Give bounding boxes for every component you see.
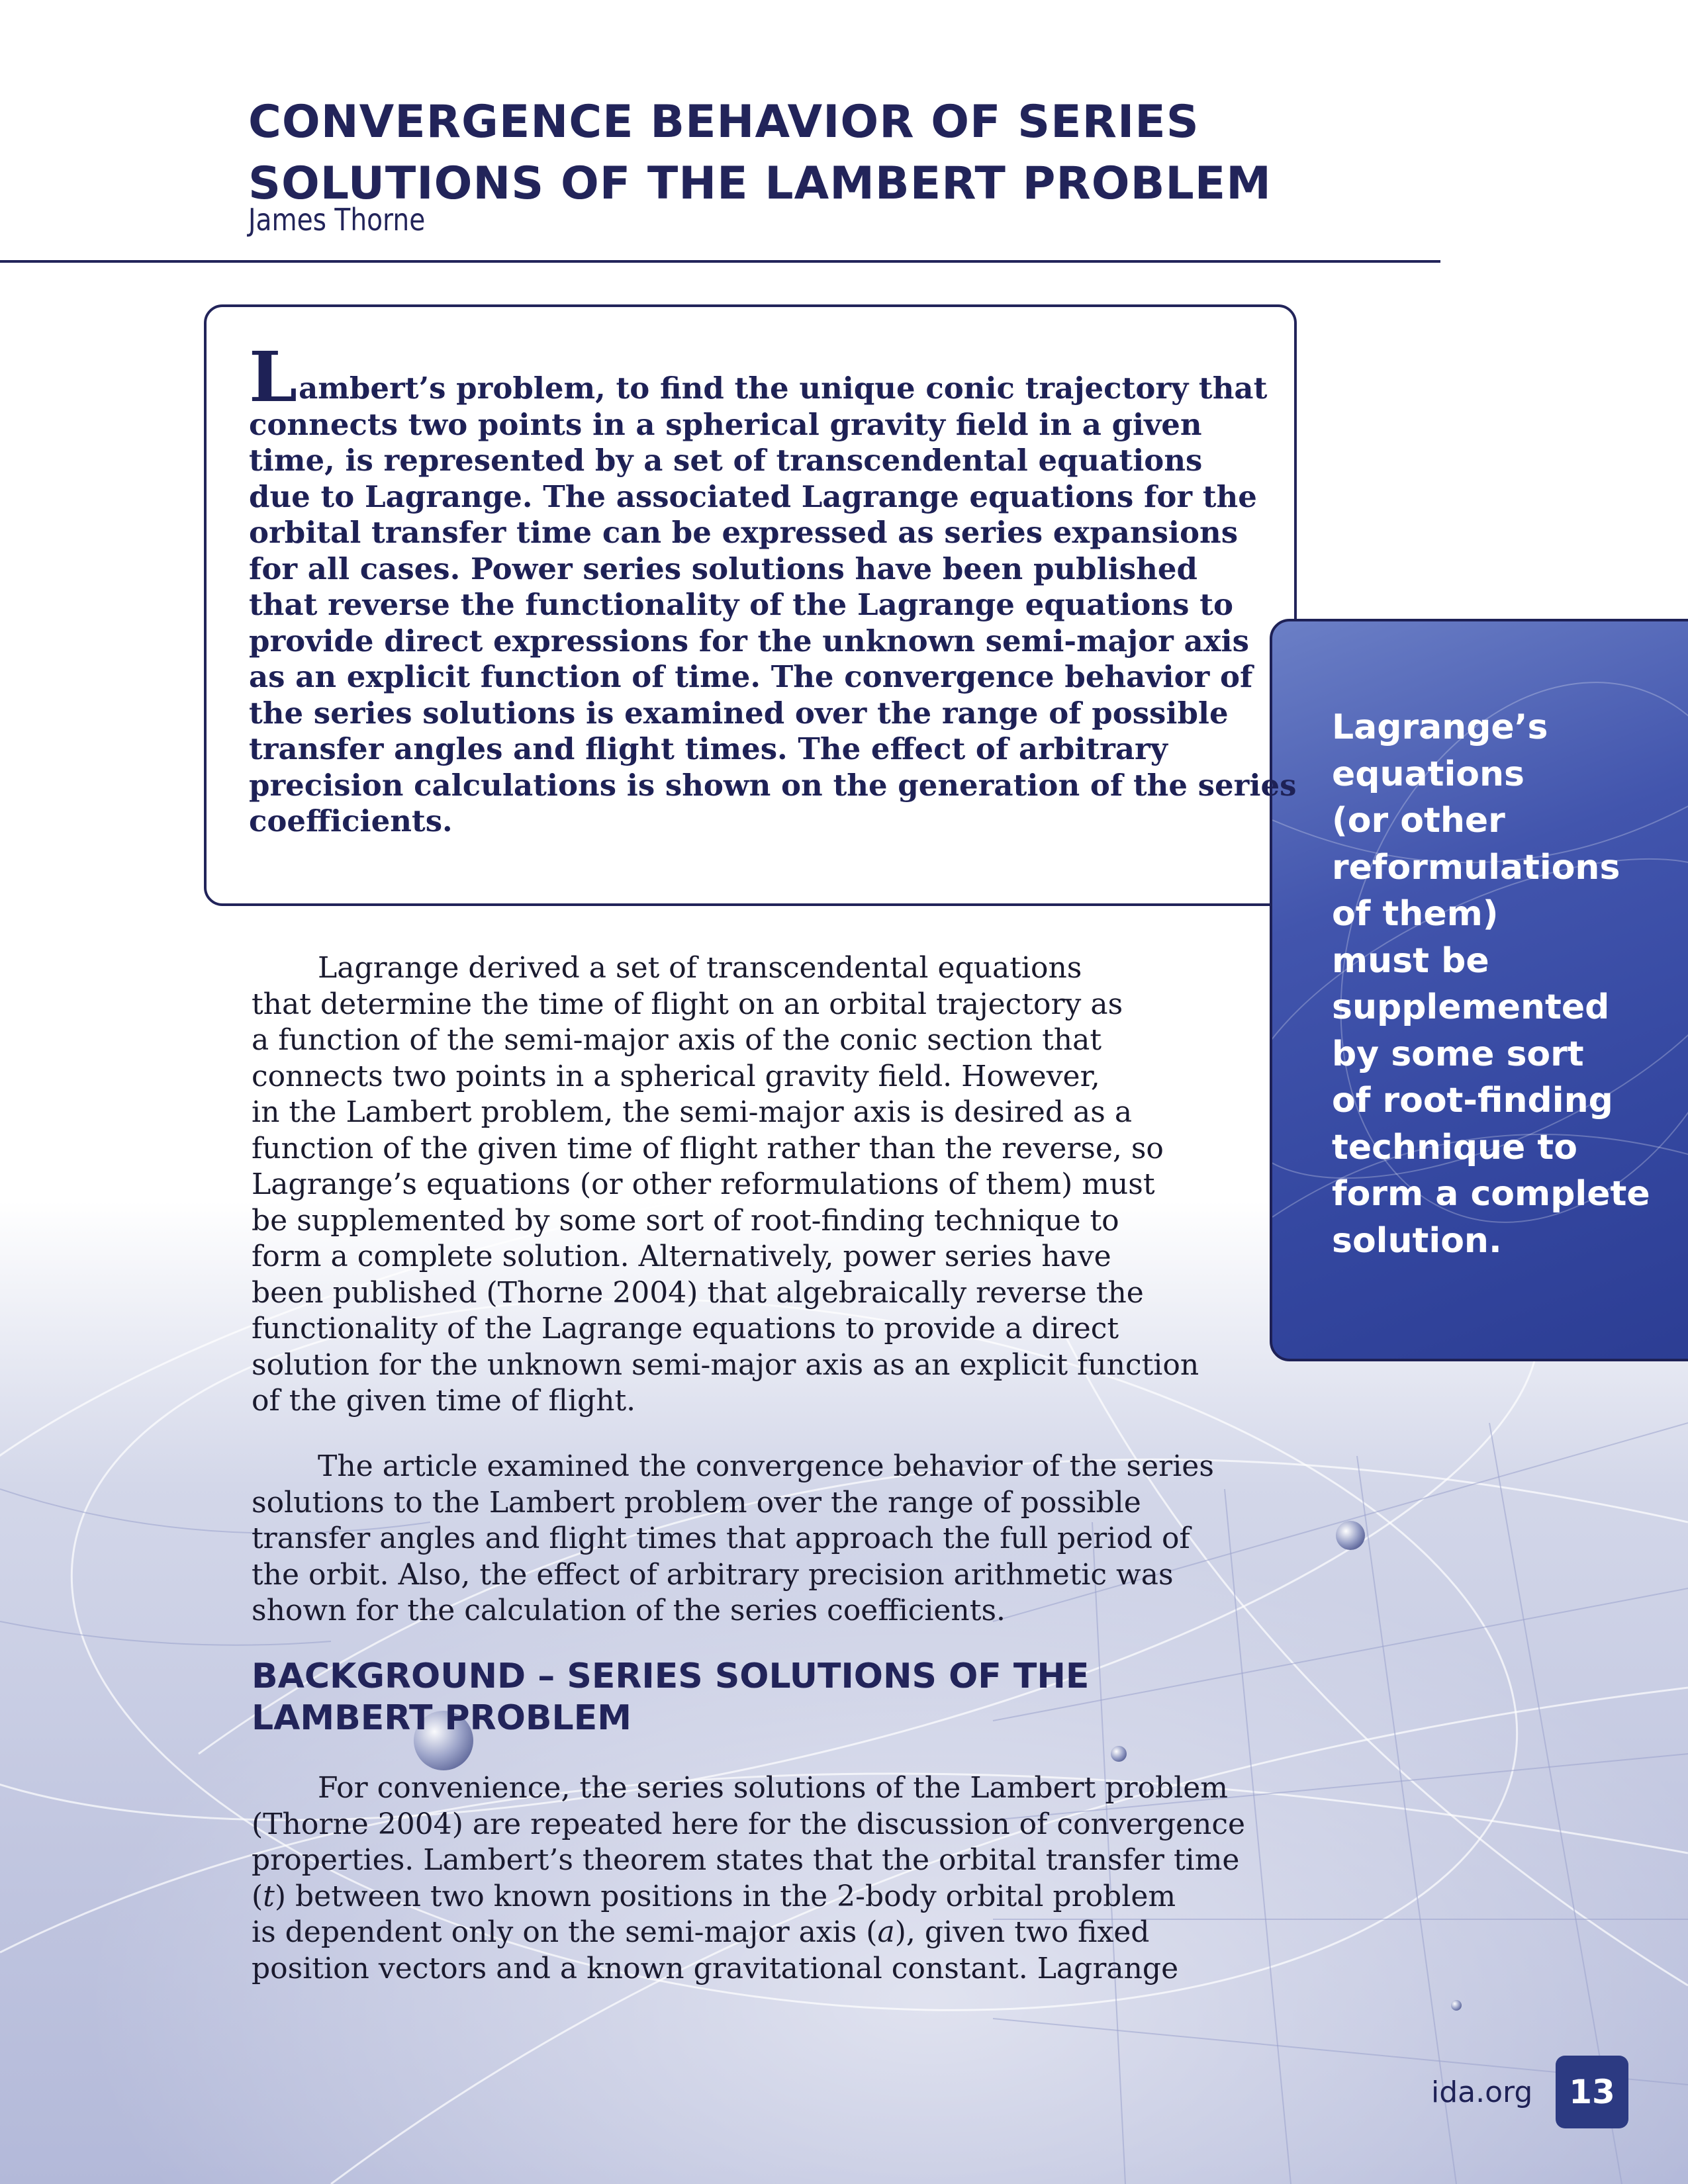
abstract-line: that reverse the functionality of the Lagrange equations to [249, 587, 1233, 622]
abstract-line: transfer angles and flight times. The effect of arbitrary [249, 731, 1168, 766]
pull-quote-line: form a complete [1332, 1174, 1650, 1214]
body-line: (Thorne 2004) are repeated here for the discussion of convergence [252, 1807, 1246, 1841]
body-line-part: ), given two fixed [894, 1915, 1150, 1949]
body-line: in the Lambert problem, the semi-major axis is desired as a [252, 1095, 1133, 1129]
abstract-line: due to Lagrange. The associated Lagrange equations for the [249, 478, 1257, 514]
abstract-line: the series solutions is examined over the range of possible [249, 695, 1229, 731]
pull-quote-line: reformulations [1332, 847, 1620, 887]
body-line: solution for the unknown semi-major axis as an explicit function [252, 1347, 1199, 1382]
body-line: solutions to the Lambert problem over the range of possible [252, 1485, 1141, 1520]
body-paragraph-2 [252, 1449, 1244, 1629]
page-number-badge [1556, 2056, 1628, 2128]
pull-quote-line: must be [1332, 940, 1489, 981]
body-line: that determine the time of flight on an orbital trajectory as [252, 987, 1123, 1021]
body-line: be supplemented by some sort of root-finding technique to [252, 1203, 1119, 1238]
body-line: been published (Thorne 2004) that algebraically reverse the [252, 1275, 1144, 1310]
pull-quote-line: by some sort [1332, 1034, 1584, 1074]
body-line: properties. Lambert’s theorem states that the orbital transfer time [252, 1843, 1240, 1877]
abstract-line: as an explicit function of time. The convergence behavior of [249, 659, 1253, 694]
pull-quote-line: (or other [1332, 801, 1505, 841]
abstract-drop-cap: L [249, 336, 298, 418]
article-title [248, 91, 1272, 214]
body-line-part: ) between two known positions in the 2-body orbital problem [274, 1879, 1176, 1913]
pull-quote-line: equations [1332, 754, 1524, 794]
body-line: function of the given time of flight rather than the reverse, so [252, 1131, 1164, 1165]
body-line: shown for the calculation of the series coefficients. [252, 1594, 1006, 1627]
author-name: James Thorne [248, 202, 426, 238]
header-divider [0, 260, 1440, 263]
body-line: of the given time of flight. [252, 1384, 636, 1418]
variable-a: a [877, 1915, 895, 1949]
pull-quote-line: technique to [1332, 1127, 1578, 1167]
body-line: transfer angles and flight times that approach the full period of [252, 1522, 1190, 1555]
abstract-line: provide direct expressions for the unknown semi-major axis [249, 623, 1249, 659]
body-line: the orbit. Also, the effect of arbitrary precision arithmetic was [252, 1557, 1174, 1592]
pull-quote-line: supplemented [1332, 987, 1610, 1027]
body-line: position vectors and a known gravitational constant. Lagrange [252, 1951, 1179, 1985]
abstract-line: coefficients. [249, 803, 453, 839]
footer-website: ida.org [1431, 2075, 1533, 2109]
pull-quote-line: of them) [1332, 894, 1499, 934]
body-line: For convenience, the series solutions of the Lambert problem [318, 1771, 1229, 1805]
body-line-part: ( [252, 1879, 263, 1913]
body-line: The article examined the convergence behavior of the series [318, 1449, 1214, 1483]
body-line-part: is dependent only on the semi-major axis ( [252, 1915, 878, 1949]
pull-quote-text [1332, 704, 1688, 1264]
article-title-line-1: CONVERGENCE BEHAVIOR OF SERIES [248, 96, 1199, 148]
abstract-line: precision calculations is shown on the generation of the series [249, 767, 1297, 803]
abstract-line: orbital transfer time can be expressed as series expansions [249, 515, 1239, 550]
abstract-line: connects two points in a spherical gravity field in a given [249, 406, 1202, 442]
body-line: Lagrange’s equations (or other reformulations of them) must [252, 1167, 1155, 1201]
section-heading [252, 1656, 1089, 1739]
variable-t: t [263, 1879, 275, 1913]
pull-quote-line: solution. [1332, 1220, 1502, 1261]
body-line: connects two points in a spherical gravity field. However, [252, 1059, 1100, 1093]
pull-quote-line: of root-finding [1332, 1081, 1613, 1120]
body-line: form a complete solution. Alternatively, power series have [252, 1240, 1111, 1273]
abstract-line-1: ambert’s problem, to find the unique conic trajectory that [299, 371, 1268, 406]
abstract-line: time, is represented by a set of transcendental equations [249, 443, 1203, 478]
pull-quote-line: Lagrange’s [1332, 707, 1548, 747]
body-line: functionality of the Lagrange equations to provide a direct [252, 1312, 1119, 1345]
page-number: 13 [1569, 2073, 1615, 2111]
body-line: Lagrange derived a set of transcendental equations [318, 951, 1082, 985]
abstract-line: for all cases. Power series solutions have been published [249, 551, 1197, 586]
abstract-text [249, 336, 1297, 840]
article-title-line-2: SOLUTIONS OF THE LAMBERT PROBLEM [248, 158, 1272, 210]
body-paragraph-3 [252, 1770, 1244, 1987]
body-paragraph-1 [252, 950, 1244, 1420]
section-heading-line-1: BACKGROUND – SERIES SOLUTIONS OF THE [252, 1657, 1090, 1696]
body-line: a function of the semi-major axis of the conic section that [252, 1023, 1102, 1057]
section-heading-line-2: LAMBERT PROBLEM [252, 1698, 632, 1738]
